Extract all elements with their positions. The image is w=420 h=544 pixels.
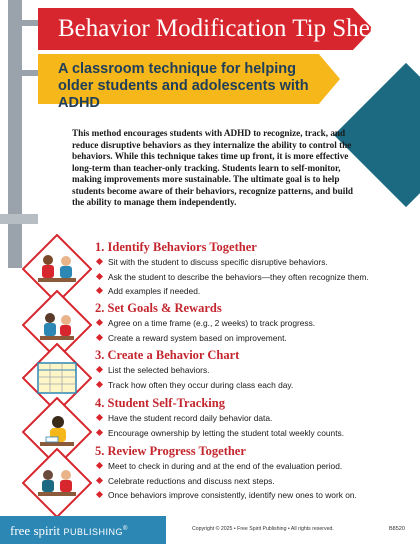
- step-title: 5. Review Progress Together: [95, 444, 246, 458]
- step-title: 2. Set Goals & Rewards: [95, 301, 222, 315]
- signpost-bracket-mid: [22, 70, 40, 76]
- step-bullet: Agree on a time frame (e.g., 2 weeks) to track progress.: [95, 316, 395, 331]
- step-bullet: Have the student record daily behavior data.: [95, 411, 395, 426]
- step-review-progress: [95, 443, 395, 503]
- step-bullet: Track how often they occur during class each day.: [95, 378, 395, 393]
- step-bullet: Once behaviors improve consistently, identify new ones to work on.: [95, 488, 395, 503]
- logo-registered-mark: ®: [123, 526, 128, 532]
- step-bullet: Sit with the student to discuss specific disruptive behaviors.: [95, 255, 395, 270]
- step-bullet: Create a reward system based on improvement.: [95, 331, 395, 346]
- step-bullet: Ask the student to describe the behaviors—they often recognize them.: [95, 270, 395, 285]
- step-set-goals-rewards: [95, 300, 395, 345]
- logo-free-spirit: free spirit: [10, 523, 61, 538]
- step-title: 3. Create a Behavior Chart: [95, 348, 240, 362]
- step-bullet: Meet to check in during and at the end of the evaluation period.: [95, 459, 395, 474]
- step-identify-behaviors: [95, 239, 395, 299]
- signpost-bracket-top: [22, 20, 40, 26]
- review-meeting-illustration: [22, 448, 92, 518]
- copyright-notice: Copyright © 2025 • Free Spirit Publishing • All rights reserved.: [192, 526, 334, 532]
- step-student-self-tracking: [95, 395, 395, 440]
- page-title: Behavior Modification Tip Sheet: [58, 15, 388, 42]
- step-bullet: Encourage ownership by letting the student total weekly counts.: [95, 426, 395, 441]
- page-subtitle: A classroom technique for helping older students and adolescents with ADHD: [58, 61, 309, 111]
- step-bullet: List the selected behaviors.: [95, 363, 395, 378]
- step-bullet: Celebrate reductions and discuss next steps.: [95, 474, 395, 489]
- step-bullet: Add examples if needed.: [95, 284, 395, 299]
- product-code: B8520: [389, 526, 405, 532]
- step-title: 1. Identify Behaviors Together: [95, 240, 257, 254]
- step-create-behavior-chart: [95, 347, 395, 392]
- logo-publishing: PUBLISHING: [63, 527, 124, 537]
- publisher-logo-text: [10, 523, 127, 539]
- step-title: 4. Student Self-Tracking: [95, 396, 225, 410]
- signpost-pole: [8, 0, 22, 268]
- signpost-base: [0, 214, 38, 224]
- intro-paragraph: This method encourages students with ADHD to recognize, track, and reduce disruptive behaviors as they internalize the ability to control the behaviors. While this technique takes time up front, it is more effective long-term than teacher-only tracking. Students learn to self-monitor, making improvements more sustainable. The ultimate goal is to help students become aware of their behaviors, recognize patterns, and build the ability to manage them independently.: [72, 128, 353, 207]
